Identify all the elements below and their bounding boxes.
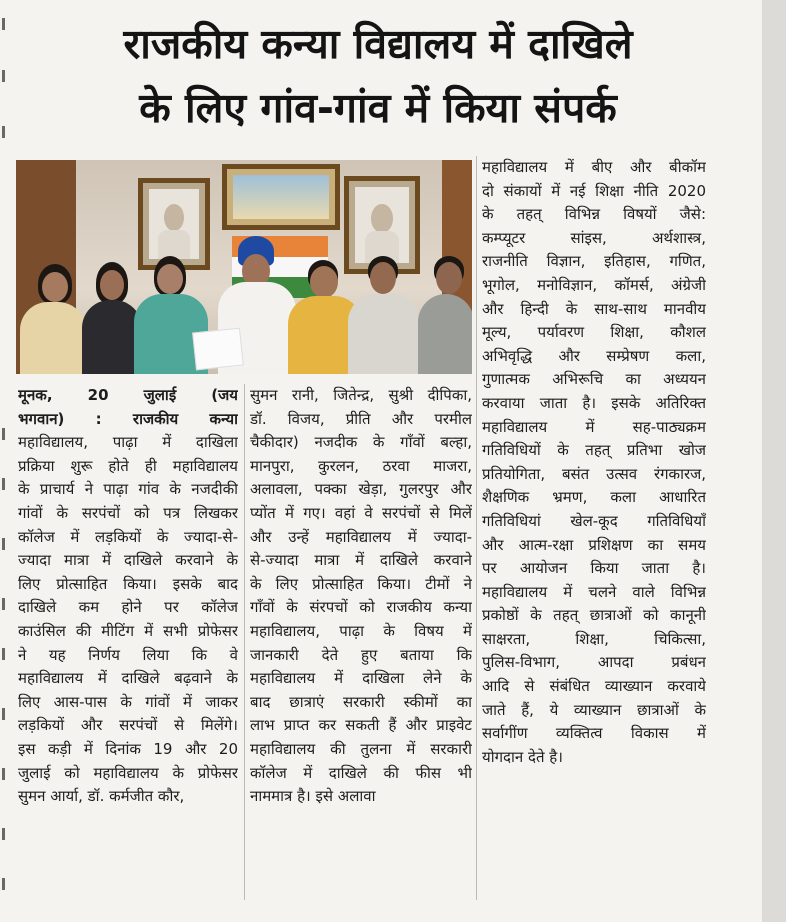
headline-line-1: राजकीय कन्या विद्यालय में दाखिले — [123, 20, 633, 68]
text-line: सुमन आर्या, डॉ. कर्मजीत कौर, — [18, 787, 185, 806]
wall-painting — [222, 164, 340, 230]
text-line: मूल्य, पर्यावरण शिक्षा, कौशल — [482, 323, 706, 342]
text-line: जुलाई को महाविद्यालय के प्रोफेसर — [18, 763, 238, 782]
page-edge — [762, 0, 786, 922]
text-line: सर्वागींण व्यक्तित्व विकास में — [482, 724, 706, 743]
text-line: लड़कियों और सरपंचों से मिलेंगे। — [18, 716, 238, 735]
text-line: मानपुरा, कुरलन, ठरवा माजरा, — [250, 456, 472, 475]
text-line: जाते हैं, ये व्याख्यान छात्राओं के — [482, 700, 706, 719]
text-line: महाविद्यालय की तुलना में सरकारी — [250, 739, 472, 758]
text-line: महाविद्यालय में बीए और बीकॉम — [482, 158, 706, 176]
text-line: कॉलेज में लड़कियों के ज्यादा-से- — [18, 527, 238, 546]
text-line: के लिए प्रोत्साहित किया। टीमों ने — [250, 574, 472, 593]
text-line: जानकारी देते हुए बताया कि — [250, 645, 472, 664]
text-line: दो संकायों में नई शिक्षा नीति 2020 — [482, 181, 706, 200]
article-column-2 — [250, 384, 472, 809]
text-line: अभिवृद्धि और सम्प्रेषण कला, — [482, 346, 706, 365]
text-line: सुमन रानी, जितेन्द्र, सुश्री दीपिका, — [250, 386, 472, 404]
text-line: गुणात्मक अभिरूचि का अध्ययन — [482, 370, 706, 389]
text-line: योगदान देते है। — [482, 747, 563, 766]
text-line: ज्यादा मात्रा में दाखिले करवाने के — [18, 551, 238, 570]
text-line: गतिविधियां खेल-कूद गतिविधियाँ — [482, 511, 706, 530]
text-line: प्रक्रिया शुरू होते ही महाविद्यालय — [18, 456, 238, 475]
text-line: नाममात्र है। इसे अलावा — [250, 787, 376, 806]
article-column-3 — [482, 156, 706, 769]
text-line: लाभ प्राप्त कर सकती हैं और प्राइवेट — [250, 716, 472, 735]
text-line: और हिन्दी के साथ-साथ मानवीय — [482, 299, 706, 318]
text-line: से-ज्यादा मात्रा में दाखिले करवाने — [250, 551, 472, 570]
text-line: के प्राचार्य ने पाढ़ा गांव के नजदीकी — [18, 480, 238, 499]
text-line: ने यह निर्णय लिया कि वे — [18, 645, 238, 664]
column-rule — [244, 384, 245, 900]
text-line: प्रकोष्ठों के तहत् छात्राओं को कानूनी — [482, 606, 706, 625]
text-line: महाविद्यालय में सह-पाठ्यक्रम — [482, 417, 706, 436]
text-line: और उन्हें महाविद्यालय में ज्यादा- — [250, 527, 472, 546]
text-line: मूनक, 20 जुलाई (जय — [18, 386, 238, 404]
text-line: गतिविधियों के तहत् प्रतिभा खोज — [482, 441, 706, 460]
text-line: कॉलेज में दाखिले की फीस भी — [250, 763, 472, 782]
text-line: और आत्म-रक्षा प्रशिक्षण का समय — [482, 535, 706, 554]
text-line: प्योंत में गए। वहां वे सरपंचों से मिलें — [250, 503, 472, 522]
text-line: भूगोल, मनोविज्ञान, कॉमर्स, अंग्रेजी — [482, 275, 706, 294]
text-line: भगवान) : राजकीय कन्या — [18, 409, 238, 428]
text-line: पुलिस-विभाग, आपदा प्रबंधन — [482, 653, 706, 672]
text-line: करवाया जाता है। इसके अतिरिक्त — [482, 393, 706, 412]
text-line: पर आयोजन किया जाता है। — [482, 559, 706, 578]
text-line: इस कड़ी में दिनांक 19 और 20 — [18, 739, 238, 758]
text-line: महाविद्यालय में दाखिले बढ़वाने के — [18, 669, 238, 688]
text-line: प्रतियोगिता, बसंत उत्सव रंगकारज, — [482, 464, 706, 483]
text-line: के तहत् विभिन्न विषयों जैसे: — [482, 205, 706, 224]
text-line: महाविद्यालय में चलने वाले विभिन्न — [482, 582, 706, 601]
text-line: महाविद्यालय, पाढ़ा के विषय में — [250, 621, 472, 640]
text-line: गाँवों के संरपचों को राजकीय कन्या — [250, 598, 472, 617]
text-line: साक्षरता, शिक्षा, चिकित्सा, — [482, 629, 706, 648]
article-column-1 — [18, 384, 238, 809]
text-line: लिए प्रोत्साहित किया। इसके बाद — [18, 574, 238, 593]
text-line: चैकीदार) नजदीक के गाँवों बल्हा, — [250, 433, 472, 452]
text-line: लिए आस-पास के गांवों में जाकर — [18, 692, 238, 711]
left-margin-marks — [2, 8, 8, 908]
text-line: अलावला, पक्का खेड़ा, गुलरपुर और — [250, 480, 472, 499]
text-line: राजनीति विज्ञान, इतिहास, गणित, — [482, 252, 706, 271]
column-rule — [476, 156, 477, 900]
text-line: दाखिले कम होने पर कॉलेज — [18, 598, 238, 617]
letter-document — [192, 328, 244, 371]
text-line: बाद छात्राएं सरकारी स्कीमों का — [250, 692, 472, 711]
text-line: शैक्षणिक भ्रमण, कला आधारित — [482, 488, 706, 507]
text-line: गांवों के सरपंचों को पत्र लिखकर — [18, 503, 238, 522]
text-line: महाविद्यालय में दाखिला लेने के — [250, 669, 472, 688]
text-line: काउंसिल की मीटिंग में सभी प्रोफेसर — [18, 621, 238, 640]
headline-line-2: के लिए गांव-गांव में किया संपर्क — [139, 84, 617, 132]
text-line: डॉ. विजय, प्रीति और परमील — [250, 409, 472, 428]
text-line: महाविद्यालय, पाढ़ा में दाखिला — [18, 433, 238, 452]
group-photo — [16, 160, 472, 374]
text-line: आदि से संबंधित व्याख्यान करवाये — [482, 677, 706, 696]
text-line: कम्प्यूटर सांइस, अर्थशास्त्र, — [482, 228, 706, 247]
